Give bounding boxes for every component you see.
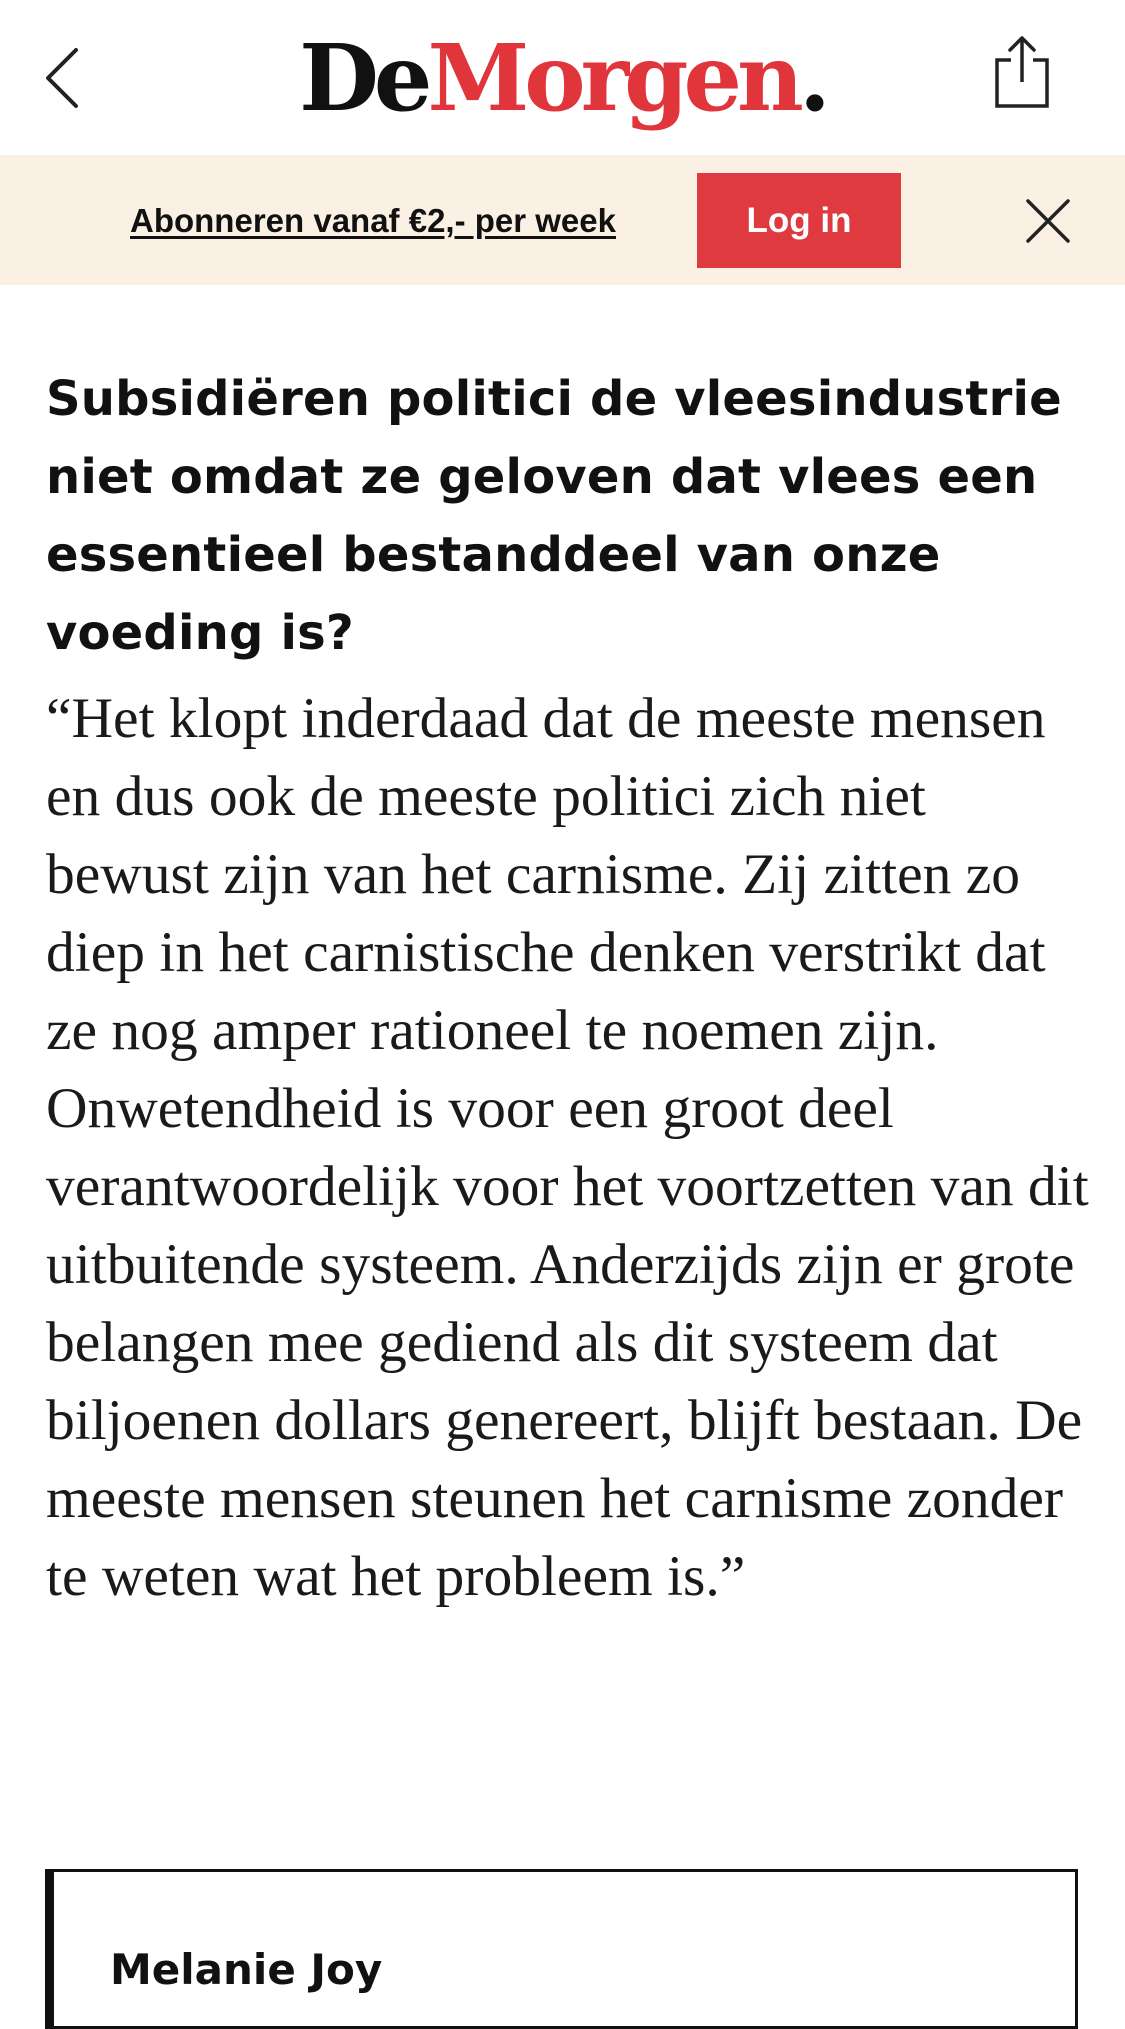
- de-morgen-logo: DeMorgen.: [299, 24, 826, 132]
- login-button[interactable]: Log in: [697, 173, 901, 268]
- top-navigation-bar: [0, 0, 1125, 155]
- subscription-banner: [0, 155, 1125, 285]
- author-box: [45, 1869, 1078, 2029]
- close-banner-button[interactable]: [1020, 193, 1076, 249]
- interview-question: Subsidiëren politici de vleesindustrie niet omdat ze geloven dat vlees een essentieel bestanddeel van onze voeding is?: [46, 371, 1062, 661]
- subscribe-link[interactable]: Abonneren vanaf €2,- per week: [130, 202, 616, 239]
- share-icon: [994, 35, 1050, 109]
- close-icon: [1026, 199, 1070, 243]
- author-name: Melanie Joy: [110, 1945, 383, 1994]
- chevron-left-icon: [42, 46, 82, 110]
- interview-answer: “Het klopt inderdaad dat de meeste mensen en dus ook de meeste politici zich niet bewust zijn van het carnisme. Zij zitten zo diep in het carnistische denken verstrikt dat ze nog amper rationeel te noemen zijn. Onwetendheid is voor een groot deel verantwoordelijk voor het voortzetten van dit uitbuitende systeem. Anderzijds zijn er grote belangen mee gediend als dit systeem dat biljoenen dollars genereert, blijft bestaan. De meeste mensen steunen het carnisme zonder te weten wat het probleem is.”: [46, 687, 1089, 1608]
- back-button[interactable]: [30, 38, 94, 118]
- share-button[interactable]: [987, 30, 1057, 114]
